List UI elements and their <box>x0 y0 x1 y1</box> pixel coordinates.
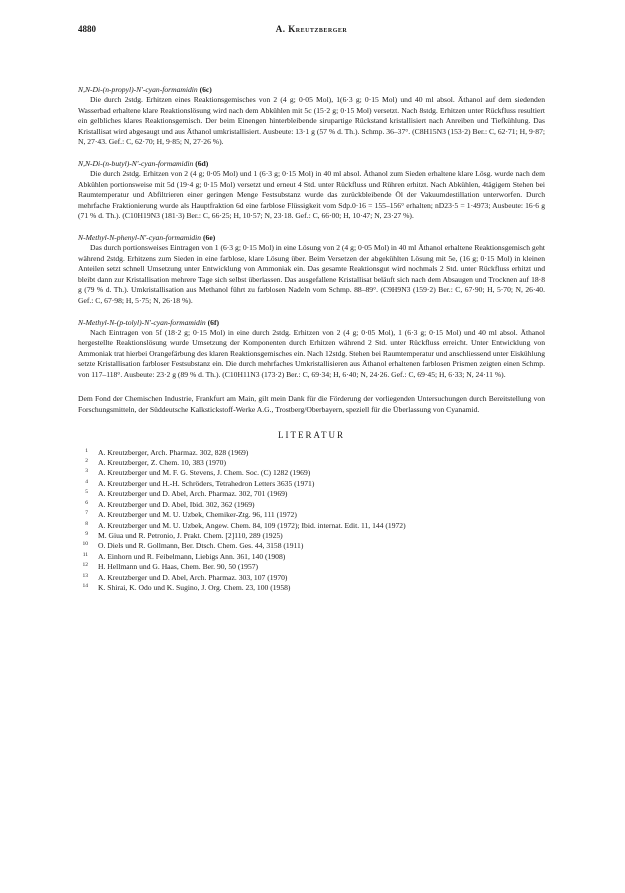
procedure-text: Die durch 2stdg. Erhitzen eines Reaktionsgemisches von 2 (4 g; 0·05 Mol), 1(6·3 g; 0·15 Mol) und 40 ml absol. Äthanol auf dem siedenden Wasserbad erhaltene klare Reaktionslösung wird nach dem Abkühlen mit 5c (15·2 g; 0·15 Mol) versetzt. Nach 8stdg. Erhitzen unter Rückfluss resultiert ein gelbliches klares Reaktionsgemisch. Der beim Einengen hinterbleibende sirupartige Rückstand kristallisiert nach Anreiben und Tiefkühlung. Das Kristallisat wird abgesaugt und aus Äthanol umkristallisiert. Ausbeute: 13·1 g (57 % d. Th.). Schmp. 36–37°. (C8H15N3 (153·2) Ber.: C, 62·71; H, 9·87; N, 27·43. Gef.: C, 62·70; H, 9·85; N, 27·26 %). <box>78 95 545 147</box>
procedure-6c <box>78 84 545 148</box>
reference-item <box>78 468 545 478</box>
reference-number: 3 <box>85 468 88 475</box>
reference-text: A. Kreutzberger und M. U. Uzbek, Angew. Chem. 84, 109 (1972); Ibid. internat. Edit. 11, 144 (1972) <box>98 520 406 530</box>
reference-text: A. Einhorn und R. Feibelmann, Liebigs Ann. 361, 140 (1908) <box>98 551 286 561</box>
reference-item <box>78 458 545 468</box>
reference-item <box>78 479 545 489</box>
reference-item <box>78 500 545 510</box>
reference-text: A. Kreutzberger und M. U. Uzbek, Chemiker-Ztg. 96, 111 (1972) <box>98 510 297 520</box>
procedure-6e <box>78 232 545 307</box>
reference-item <box>78 552 545 562</box>
procedure-text: Nach Eintragen von 5f (18·2 g; 0·15 Mol) in eine durch 2stdg. Erhitzen von 2 (4 g; 0·05 Mol), 1 (6·3 g; 0·15 Mol) und 40 ml absol. Äthanol hergestellte Reaktionslösung wurde Umsetzung der Komponenten durch Erhitzen während 2 Std. unter Rückfluss erreicht. Unter Entwicklung von Ammoniak trat hierbei Orangefärbung des klaren Reaktionsgemisches ein. Nach 12stdg. Stehen bei Raumtemperatur und anschliessend unter Eiskühlung setzte Kristallisation farbloser Festsubstanz ein. Die durch mehrfaches Umkristallisieren aus Äthanol erhaltenen farblosen Prismen zeigten einen Schmp. von 117–118°. Ausbeute: 23·2 g (89 % d. Th.). (C10H11N3 (173·2) Ber.: C, 69·34; H, 6·40; N, 24·26. Gef.: C, 69·45; H, 6·33; N, 24·11 %). <box>78 327 545 379</box>
compound-title <box>78 317 545 328</box>
reference-number: 9 <box>85 530 88 537</box>
reference-item <box>78 521 545 531</box>
reference-item <box>78 583 545 593</box>
reference-number: 1 <box>85 447 88 454</box>
reference-text: A. Kreutzberger und D. Abel, Ibid. 302, 362 (1969) <box>98 499 255 509</box>
procedure-text: Das durch portionsweises Eintragen von 1 (6·3 g; 0·15 Mol) in eine Lösung von 2 (4 g; 0·05 Mol) in 40 ml Äthanol erhaltene Reaktionsgemisch geht während 2stdg. Erhitzens zum Sieden in eine farblose, klare Lösung über. Beim Versetzen der abgekühlten Lösung mit 5e, (16 g; 0·15 Mol) in kleinen Anteilen setzt schnell Umsetzung unter Entwicklung von Ammoniak ein. Das gesamte Reaktionsgut wird nochmals 2 Std. unter Rückfluss erhitzt und bleibt dann zur Kristallisation mehrere Tage sich selbst überlassen. Das ausgefallene Kristallisat beläuft sich nach dem Absaugen und Trocknen auf 18·8 g (79 % d. Th.). Umkristallisation aus Methanol führt zu farblosen Nadeln vom Schmp. 88–89°. (C9H9N3 (159·2) Ber.: C, 67·90; H, 5·70; N, 26·40. Gef.: C, 67·98; H, 5·75; N, 26·18 %). <box>78 242 545 305</box>
acknowledgement: Dem Fond der Chemischen Industrie, Frankfurt am Main, gilt mein Dank für die Förderung der vorliegenden Untersuchungen durch Bereitstellung von Forschungsmitteln, der Süddeutsche Kalkstickstoff-Werke A.G., Trostberg/Oberbayern, speziell für die Überlassung von Cyanamid. <box>78 394 545 415</box>
reference-text: A. Kreutzberger und D. Abel, Arch. Pharmaz. 302, 701 (1969) <box>98 489 288 499</box>
reference-number: 14 <box>82 582 88 589</box>
reference-item <box>78 531 545 541</box>
compound-name: N,N-Di-(n-butyl)-N'-cyan-formamidin <box>78 158 194 168</box>
reference-number: 13 <box>82 572 88 579</box>
compound-number: (6e) <box>203 232 216 242</box>
procedure-text: Die durch 2stdg. Erhitzen von 2 (4 g; 0·05 Mol) und 1 (6·3 g; 0·15 Mol) in 40 ml absol. Äthanol zum Sieden erhaltene klare Lösg. wurde nach dem Abkühlen portionsweise mit 5d (19·4 g; 0·15 Mol) versetzt und erneut 4 Std. unter Rückfluss und Rühren erhitzt. Nach Abkühlen, 4tägigem Stehen bei Raumtemperatur und Abfiltrieren einer geringen Menge Festsubstanz wurde das zurückbleibende Öl der Vakuumdestillation unterworfen. Durch mehrfache Fraktionierung wurde als Hauptfraktion 6d eine farblose Flüssigkeit vom Sdp.0·16 = 155–156° erhalten; nD23·5 = 1·4973; Ausbeute: 16·6 g (71 % d. Th.). (C10H19N3 (181·3) Ber.: C, 66·25; H, 10·57; N, 23·18. Gef.: C, 66·00; H, 10·47; N, 23·27 %). <box>78 168 545 221</box>
compound-number: (6d) <box>195 158 209 168</box>
journal-page <box>78 24 545 593</box>
reference-text: M. Giua und R. Petronio, J. Prakt. Chem. [2]110, 289 (1925) <box>98 530 283 540</box>
page-number: 4880 <box>78 24 96 34</box>
reference-number: 12 <box>82 562 88 569</box>
reference-number: 11 <box>82 551 88 558</box>
reference-text: A. Kreutzberger, Arch. Pharmaz. 302, 828 (1969) <box>98 447 249 457</box>
reference-text: A. Kreutzberger und H.-H. Schröders, Tetrahedron Letters 3635 (1971) <box>98 478 315 488</box>
reference-text: O. Diels und R. Gollmann, Ber. Dtsch. Chem. Ges. 44, 3158 (1911) <box>98 541 304 551</box>
procedure-6d <box>78 158 545 222</box>
compound-number: (6f) <box>207 317 220 327</box>
compound-name: N,N-Di-(n-propyl)-N'-cyan-formamidin <box>78 85 198 94</box>
reference-text: A. Kreutzberger und M. F. G. Stevens, J. Chem. Soc. (C) 1282 (1969) <box>98 468 311 478</box>
reference-item <box>78 510 545 520</box>
reference-item <box>78 562 545 572</box>
compound-title <box>78 158 545 169</box>
reference-item <box>78 448 545 458</box>
running-author: A. Kreutzberger <box>275 24 348 34</box>
compound-name: N-Methyl-N-phenyl-N'-cyan-formamidin <box>78 232 202 242</box>
running-header <box>78 24 545 38</box>
reference-text: A. Kreutzberger und D. Abel, Arch. Pharmaz. 303, 107 (1970) <box>98 572 288 582</box>
reference-number: 8 <box>85 520 88 527</box>
compound-number: (6c) <box>199 85 212 94</box>
compound-title <box>78 232 545 243</box>
reference-text: A. Kreutzberger, Z. Chem. 10, 383 (1970) <box>98 458 226 468</box>
literature-heading: LITERATUR <box>278 429 345 440</box>
reference-number: 2 <box>85 458 88 465</box>
reference-text: K. Shirai, K. Odo und K. Sugino, J. Org. Chem. 23, 100 (1958) <box>98 582 291 592</box>
reference-text: H. Hellmann und G. Haas, Chem. Ber. 90, 50 (1957) <box>98 562 259 572</box>
reference-number: 6 <box>85 499 88 506</box>
compound-name: N-Methyl-N-(p-tolyl)-N'-cyan-formamidin <box>78 317 206 327</box>
reference-item <box>78 541 545 551</box>
reference-number: 7 <box>85 510 88 517</box>
procedure-6f <box>78 317 545 381</box>
reference-item <box>78 489 545 499</box>
reference-number: 5 <box>85 489 88 496</box>
reference-number: 4 <box>85 478 88 485</box>
reference-number: 10 <box>82 541 88 548</box>
compound-title <box>78 84 545 95</box>
reference-list <box>78 448 545 594</box>
reference-item <box>78 573 545 583</box>
